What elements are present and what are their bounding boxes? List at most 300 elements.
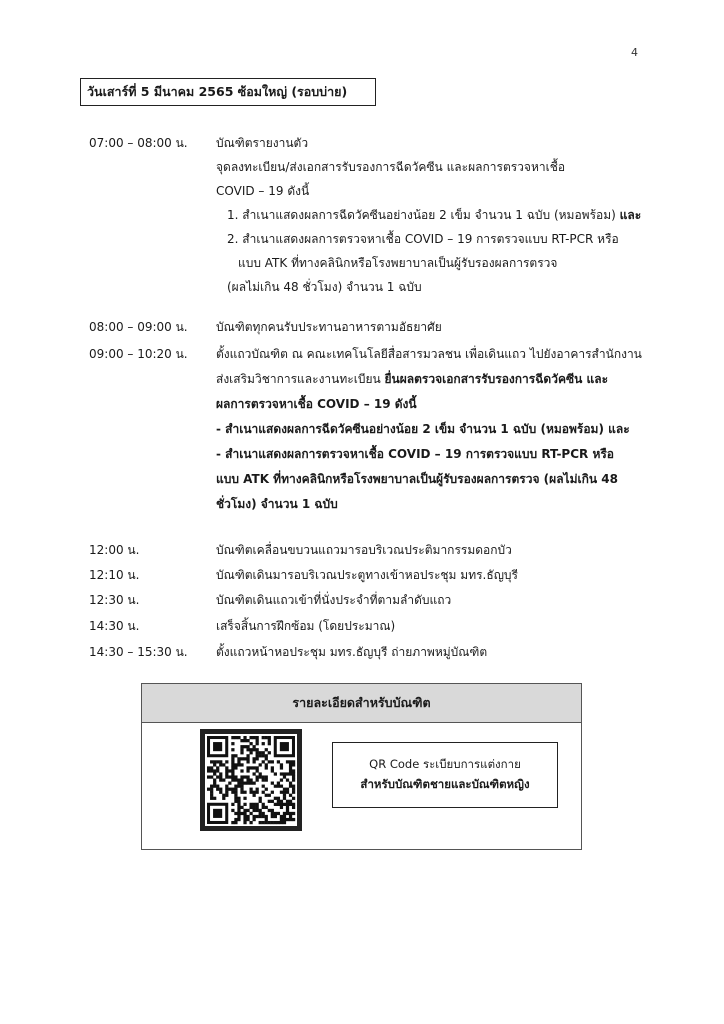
qr-module (234, 736, 237, 739)
qr-module (207, 766, 210, 769)
qr-module (231, 742, 234, 745)
qr-module (265, 778, 268, 781)
qr-module (249, 788, 252, 791)
qr-module (262, 778, 265, 781)
qr-module (243, 797, 246, 800)
qr-module (274, 772, 277, 775)
qr-module (240, 757, 243, 760)
qr-module (219, 775, 222, 778)
qr-module (246, 778, 249, 781)
qr-module (243, 791, 246, 794)
qr-module (286, 812, 289, 815)
qr-module (253, 766, 256, 769)
qr-module (283, 803, 286, 806)
qr-module (237, 757, 240, 760)
qr-module (271, 791, 274, 794)
qr-module (289, 794, 292, 797)
qr-module (271, 821, 274, 824)
qr-module (271, 782, 274, 785)
qr-module (243, 821, 246, 824)
qr-module (292, 769, 295, 772)
qr-module (286, 791, 289, 794)
qr-module (265, 775, 268, 778)
qr-module (268, 794, 271, 797)
qr-module (249, 742, 252, 745)
qr-module (262, 736, 265, 739)
qr-module (268, 800, 271, 803)
qr-module (213, 772, 216, 775)
qr-module (253, 748, 256, 751)
qr-module (231, 757, 234, 760)
qr-module (234, 775, 237, 778)
schedule-text: ตั้งแถวหน้าหอประชุม มทร.ธัญบุรี ถ่ายภาพหมู่บัณฑิต (216, 645, 488, 659)
qr-module (289, 760, 292, 763)
qr-module (292, 797, 295, 800)
qr-module (237, 818, 240, 821)
qr-module (231, 748, 234, 751)
qr-module (256, 769, 259, 772)
schedule-text: แบบ ATK ที่ทางคลินิกหรือโรงพยาบาลเป็นผู้รับรองผลการตรวจ (ผลไม่เกิน 48 (216, 472, 618, 486)
qr-module (271, 812, 274, 815)
qr-module (228, 782, 231, 785)
schedule-line (216, 182, 309, 201)
qr-module (289, 815, 292, 818)
qr-caption-line1: QR Code ระเบียบการแต่งกาย (369, 757, 521, 771)
qr-module (231, 821, 234, 824)
qr-module (234, 812, 237, 815)
qr-module (243, 803, 246, 806)
qr-module (249, 782, 252, 785)
schedule-line (216, 318, 442, 337)
qr-module (231, 769, 234, 772)
qr-module (262, 806, 265, 809)
qr-module (213, 782, 216, 785)
qr-module (256, 754, 259, 757)
qr-module (234, 794, 237, 797)
qr-module (292, 812, 295, 815)
qr-module (234, 797, 237, 800)
qr-module (262, 754, 265, 757)
qr-module (271, 809, 274, 812)
qr-module (243, 736, 246, 739)
qr-module (277, 760, 280, 763)
qr-module (265, 736, 268, 739)
schedule-text: - สำเนาแสดงผลการฉีดวัคซีนอย่างน้อย 2 เข็ม จำนวน 1 ฉบับ (หมอพร้อม) และ (216, 422, 630, 436)
qr-module (286, 772, 289, 775)
schedule-line (216, 541, 512, 560)
schedule-line (227, 230, 619, 249)
qr-module (277, 785, 280, 788)
qr-module (219, 772, 222, 775)
qr-module (256, 791, 259, 794)
qr-module (240, 748, 243, 751)
schedule-line (216, 370, 608, 389)
qr-module (265, 754, 268, 757)
qr-module (210, 769, 213, 772)
qr-module (268, 736, 271, 739)
qr-module (234, 763, 237, 766)
qr-module (277, 812, 280, 815)
qr-module (240, 769, 243, 772)
qr-module (292, 763, 295, 766)
qr-module (240, 791, 243, 794)
qr-module (262, 815, 265, 818)
qr-module (271, 800, 274, 803)
qr-module (237, 803, 240, 806)
qr-module (262, 812, 265, 815)
qr-module (289, 800, 292, 803)
qr-module (292, 760, 295, 763)
schedule-text: 2. สำเนาแสดงผลการตรวจหาเชื้อ COVID – 19 การตรวจแบบ RT-PCR หรือ (227, 232, 619, 246)
qr-module (289, 766, 292, 769)
page-number: 4 (631, 46, 638, 59)
qr-module (246, 815, 249, 818)
qr-module (210, 794, 213, 797)
qr-module (222, 797, 225, 800)
qr-module (265, 806, 268, 809)
qr-module (274, 797, 277, 800)
qr-module (231, 778, 234, 781)
qr-module (210, 791, 213, 794)
qr-module (234, 778, 237, 781)
qr-module (259, 775, 262, 778)
qr-module (259, 800, 262, 803)
qr-module (259, 815, 262, 818)
qr-module (246, 760, 249, 763)
qr-module (286, 760, 289, 763)
qr-module (225, 760, 228, 763)
schedule-line (227, 278, 422, 297)
qr-module (253, 772, 256, 775)
qr-module (262, 785, 265, 788)
schedule-text: บัณฑิตเดินมารอบริเวณประตูทางเข้าหอประชุม มทร.ธัญบุรี (216, 568, 518, 582)
qr-module (246, 769, 249, 772)
qr-module (231, 803, 234, 806)
schedule-text: ส่งเสริมวิชาการและงานทะเบียน (216, 372, 385, 386)
qr-module (280, 791, 283, 794)
qr-module (262, 803, 265, 806)
qr-module (280, 821, 283, 824)
qr-module (243, 812, 246, 815)
qr-module (234, 766, 237, 769)
schedule-time: 09:00 – 10:20 น. (89, 347, 188, 361)
qr-module (237, 736, 240, 739)
qr-module (259, 763, 262, 766)
qr-module (240, 785, 243, 788)
qr-module (234, 821, 237, 824)
qr-module (240, 763, 243, 766)
qr-module (256, 788, 259, 791)
qr-module (268, 809, 271, 812)
qr-module (268, 751, 271, 754)
qr-module (225, 791, 228, 794)
qr-module (253, 757, 256, 760)
qr-module (259, 797, 262, 800)
qr-module (262, 775, 265, 778)
qr-module (268, 739, 271, 742)
schedule-text: ยื่นผลตรวจเอกสารรับรองการฉีดวัคซีน และ (384, 372, 609, 386)
qr-module (246, 809, 249, 812)
schedule-time: 14:30 – 15:30 น. (89, 645, 188, 659)
qr-module (283, 821, 286, 824)
qr-module (210, 766, 213, 769)
qr-module (240, 812, 243, 815)
qr-module (249, 812, 252, 815)
qr-module (283, 815, 286, 818)
qr-module (280, 772, 283, 775)
qr-module (265, 788, 268, 791)
qr-module (219, 788, 222, 791)
qr-module (292, 788, 295, 791)
qr-module (277, 821, 280, 824)
qr-module (277, 797, 280, 800)
qr-module (234, 754, 237, 757)
schedule-line (238, 254, 557, 273)
schedule-line (216, 591, 451, 610)
qr-module (283, 794, 286, 797)
qr-module (286, 818, 289, 821)
qr-module (237, 809, 240, 812)
qr-module (280, 815, 283, 818)
qr-module (225, 788, 228, 791)
schedule-text: ชั่วโมง) จำนวน 1 ฉบับ (216, 497, 338, 511)
schedule-text: เสร็จสิ้นการฝึกซ้อม (โดยประมาณ) (216, 619, 396, 633)
qr-module (219, 760, 222, 763)
qr-module (246, 748, 249, 751)
schedule-line (216, 617, 395, 636)
schedule-text: - สำเนาแสดงผลการตรวจหาเชื้อ COVID – 19 การตรวจแบบ RT-PCR หรือ (216, 447, 615, 461)
qr-module (253, 803, 256, 806)
qr-module (280, 803, 283, 806)
qr-module (289, 763, 292, 766)
schedule-line (227, 206, 641, 225)
qr-module (231, 763, 234, 766)
detail-box-header: รายละเอียดสำหรับบัณฑิต (142, 684, 581, 723)
qr-finder (213, 809, 222, 818)
qr-module (243, 775, 246, 778)
qr-module (237, 800, 240, 803)
schedule-line (216, 495, 338, 514)
qr-module (207, 788, 210, 791)
qr-module (228, 788, 231, 791)
qr-module (237, 812, 240, 815)
qr-module (213, 769, 216, 772)
qr-module (213, 778, 216, 781)
detail-box (141, 683, 582, 850)
qr-module (259, 754, 262, 757)
schedule-time: 08:00 – 09:00 น. (89, 320, 188, 334)
qr-module (289, 812, 292, 815)
qr-module (283, 791, 286, 794)
qr-module (292, 791, 295, 794)
qr-module (225, 772, 228, 775)
qr-module (225, 766, 228, 769)
qr-module (256, 766, 259, 769)
schedule-text: แบบ ATK ที่ทางคลินิกหรือโรงพยาบาลเป็นผู้รับรองผลการตรวจ (238, 256, 558, 270)
qr-module (240, 745, 243, 748)
qr-module (240, 775, 243, 778)
qr-caption-box (332, 742, 558, 808)
qr-module (280, 806, 283, 809)
qr-module (259, 812, 262, 815)
qr-module (286, 800, 289, 803)
schedule-line (216, 445, 614, 464)
schedule-line (216, 470, 618, 489)
qr-module (256, 775, 259, 778)
qr-module (249, 751, 252, 754)
qr-module (240, 788, 243, 791)
qr-module (262, 791, 265, 794)
qr-module (237, 797, 240, 800)
page-title-box: วันเสาร์ที่ 5 มีนาคม 2565 ซ้อมใหญ่ (รอบบ่าย) (80, 78, 376, 106)
qr-module (207, 775, 210, 778)
qr-module (253, 815, 256, 818)
qr-module (286, 809, 289, 812)
qr-module (237, 760, 240, 763)
qr-finder (280, 742, 289, 751)
qr-module (283, 797, 286, 800)
qr-module (253, 791, 256, 794)
qr-module (265, 763, 268, 766)
qr-module (256, 736, 259, 739)
qr-module (253, 745, 256, 748)
qr-module (292, 775, 295, 778)
qr-module (277, 803, 280, 806)
qr-module (231, 754, 234, 757)
qr-module (240, 778, 243, 781)
qr-module (228, 775, 231, 778)
qr-module (210, 760, 213, 763)
qr-module (283, 788, 286, 791)
qr-module (231, 775, 234, 778)
qr-module (237, 778, 240, 781)
qr-module (246, 754, 249, 757)
qr-module (243, 739, 246, 742)
qr-module (286, 806, 289, 809)
qr-module (274, 803, 277, 806)
qr-module (231, 736, 234, 739)
qr-module (231, 766, 234, 769)
qr-module (262, 821, 265, 824)
qr-module (231, 791, 234, 794)
qr-module (283, 812, 286, 815)
qr-module (225, 785, 228, 788)
qr-module (249, 821, 252, 824)
qr-module (246, 766, 249, 769)
qr-module (292, 806, 295, 809)
qr-module (274, 815, 277, 818)
qr-module (253, 809, 256, 812)
qr-module (271, 769, 274, 772)
qr-module (283, 772, 286, 775)
qr-module (292, 778, 295, 781)
qr-module (253, 818, 256, 821)
qr-module (253, 794, 256, 797)
qr-module (256, 751, 259, 754)
qr-module (213, 760, 216, 763)
qr-module (210, 797, 213, 800)
qr-module (234, 788, 237, 791)
schedule-time: 12:10 น. (89, 568, 140, 582)
schedule-line (216, 134, 308, 153)
qr-module (262, 742, 265, 745)
qr-module (283, 818, 286, 821)
qr-module (265, 794, 268, 797)
qr-module (243, 818, 246, 821)
qr-module (237, 806, 240, 809)
schedule-text: บัณฑิตเดินแถวเข้าที่นั่งประจำที่ตามลำดับแถว (216, 593, 452, 607)
qr-module (231, 760, 234, 763)
qr-module (289, 803, 292, 806)
qr-module (243, 757, 246, 760)
schedule-text: จุดลงทะเบียน/ส่งเอกสารรับรองการฉีดวัคซีน และผลการตรวจหาเชื้อ (216, 160, 566, 174)
qr-module (265, 748, 268, 751)
qr-module (210, 775, 213, 778)
qr-module (259, 751, 262, 754)
qr-module (274, 821, 277, 824)
qr-module (246, 782, 249, 785)
qr-module (222, 763, 225, 766)
qr-module (265, 821, 268, 824)
schedule-text: ตั้งแถวบัณฑิต ณ คณะเทคโนโลยีสื่อสารมวลชน เพื่อเดินแถว ไปยังอาคารสำนักงาน (216, 347, 642, 361)
qr-module (256, 739, 259, 742)
schedule-line (216, 158, 565, 177)
qr-module (231, 809, 234, 812)
qr-module (213, 797, 216, 800)
qr-module (249, 806, 252, 809)
qr-module (292, 803, 295, 806)
qr-module (253, 806, 256, 809)
qr-module (271, 815, 274, 818)
qr-module (259, 809, 262, 812)
qr-code-icon[interactable] (200, 729, 302, 831)
qr-module (231, 788, 234, 791)
qr-module (219, 791, 222, 794)
qr-module (289, 785, 292, 788)
qr-module (225, 794, 228, 797)
schedule-line (216, 420, 630, 439)
qr-module (280, 778, 283, 781)
qr-module (240, 751, 243, 754)
qr-module (240, 782, 243, 785)
qr-module (265, 766, 268, 769)
qr-module (222, 778, 225, 781)
qr-module (283, 775, 286, 778)
qr-module (249, 803, 252, 806)
qr-module (228, 769, 231, 772)
qr-module (234, 791, 237, 794)
schedule-line (216, 395, 417, 414)
schedule-line (216, 345, 642, 364)
qr-module (231, 772, 234, 775)
qr-module (289, 772, 292, 775)
schedule-time: 07:00 – 08:00 น. (89, 136, 188, 150)
qr-module (292, 785, 295, 788)
qr-module (271, 766, 274, 769)
qr-module (216, 775, 219, 778)
qr-module (243, 782, 246, 785)
qr-module (256, 815, 259, 818)
qr-module (249, 736, 252, 739)
qr-module (240, 739, 243, 742)
qr-module (216, 785, 219, 788)
qr-module (234, 800, 237, 803)
qr-module (256, 803, 259, 806)
qr-module (246, 739, 249, 742)
qr-module (292, 772, 295, 775)
qr-module (256, 809, 259, 812)
qr-module (262, 751, 265, 754)
